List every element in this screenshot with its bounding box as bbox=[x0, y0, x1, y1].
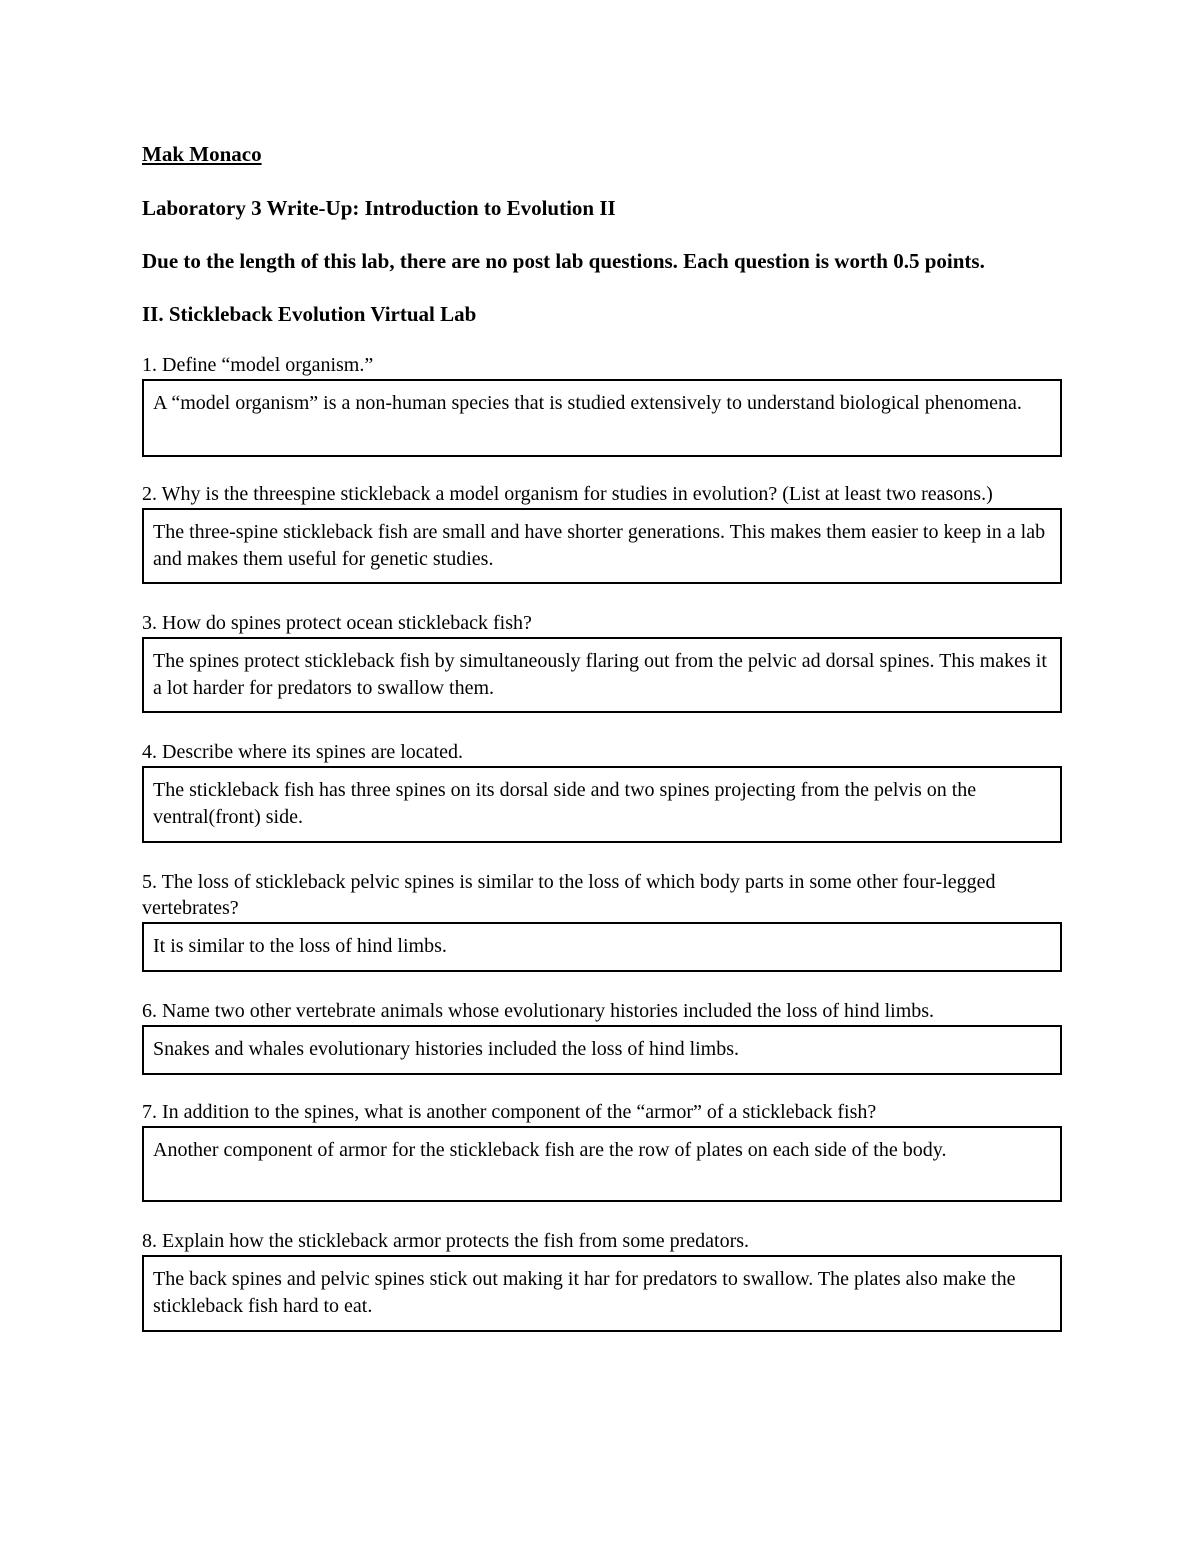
question-text: 6. Name two other vertebrate animals whose evolutionary histories included the loss of hind limbs. bbox=[142, 1000, 935, 1022]
question-block-4 bbox=[142, 739, 1062, 843]
author-name: Mak Monaco bbox=[142, 142, 262, 166]
answer-box[interactable]: It is similar to the loss of hind limbs. bbox=[142, 922, 1062, 972]
question-block-5 bbox=[142, 869, 1062, 972]
answer-box[interactable]: The three-spine stickleback fish are small and have shorter generations. This makes them easier to keep in a lab and makes them useful for genetic studies. bbox=[142, 508, 1062, 584]
question-text: 5. The loss of stickleback pelvic spines is similar to the loss of which body parts in some other four-legged vertebrates? bbox=[142, 871, 996, 919]
document-page bbox=[142, 140, 1062, 1332]
lab-notice: Due to the length of this lab, there are no post lab questions. Each question is worth 0.5 points. bbox=[142, 249, 985, 273]
question-block-7 bbox=[142, 1099, 1062, 1202]
question-text: 8. Explain how the stickleback armor protects the fish from some predators. bbox=[142, 1230, 750, 1252]
answer-box[interactable]: Snakes and whales evolutionary histories included the loss of hind limbs. bbox=[142, 1025, 1062, 1075]
answer-box[interactable]: The stickleback fish has three spines on its dorsal side and two spines projecting from the pelvis on the ventral(front) side. bbox=[142, 766, 1062, 843]
question-text: 2. Why is the threespine stickleback a model organism for studies in evolution? (List at least two reasons.) bbox=[142, 483, 993, 505]
answer-box[interactable]: Another component of armor for the stickleback fish are the row of plates on each side of the body. bbox=[142, 1126, 1062, 1202]
question-text: 1. Define “model organism.” bbox=[142, 354, 374, 376]
question-block-8 bbox=[142, 1228, 1062, 1332]
question-block-6 bbox=[142, 998, 1062, 1075]
question-text: 3. How do spines protect ocean stickleback fish? bbox=[142, 612, 532, 634]
question-text: 7. In addition to the spines, what is another component of the “armor” of a stickleback fish? bbox=[142, 1101, 877, 1123]
question-text: 4. Describe where its spines are located. bbox=[142, 741, 463, 763]
section-heading: II. Stickleback Evolution Virtual Lab bbox=[142, 302, 477, 326]
question-block-1 bbox=[142, 352, 1062, 457]
answer-box[interactable]: A “model organism” is a non-human species that is studied extensively to understand biological phenomena. bbox=[142, 379, 1062, 457]
question-block-3 bbox=[142, 610, 1062, 713]
document-title: Laboratory 3 Write-Up: Introduction to Evolution II bbox=[142, 196, 616, 220]
answer-box[interactable]: The back spines and pelvic spines stick out making it har for predators to swallow. The plates also make the stickleback fish hard to eat. bbox=[142, 1255, 1062, 1332]
question-block-2 bbox=[142, 481, 1062, 584]
answer-box[interactable]: The spines protect stickleback fish by simultaneously flaring out from the pelvic ad dorsal spines. This makes it a lot harder for predators to swallow them. bbox=[142, 637, 1062, 713]
